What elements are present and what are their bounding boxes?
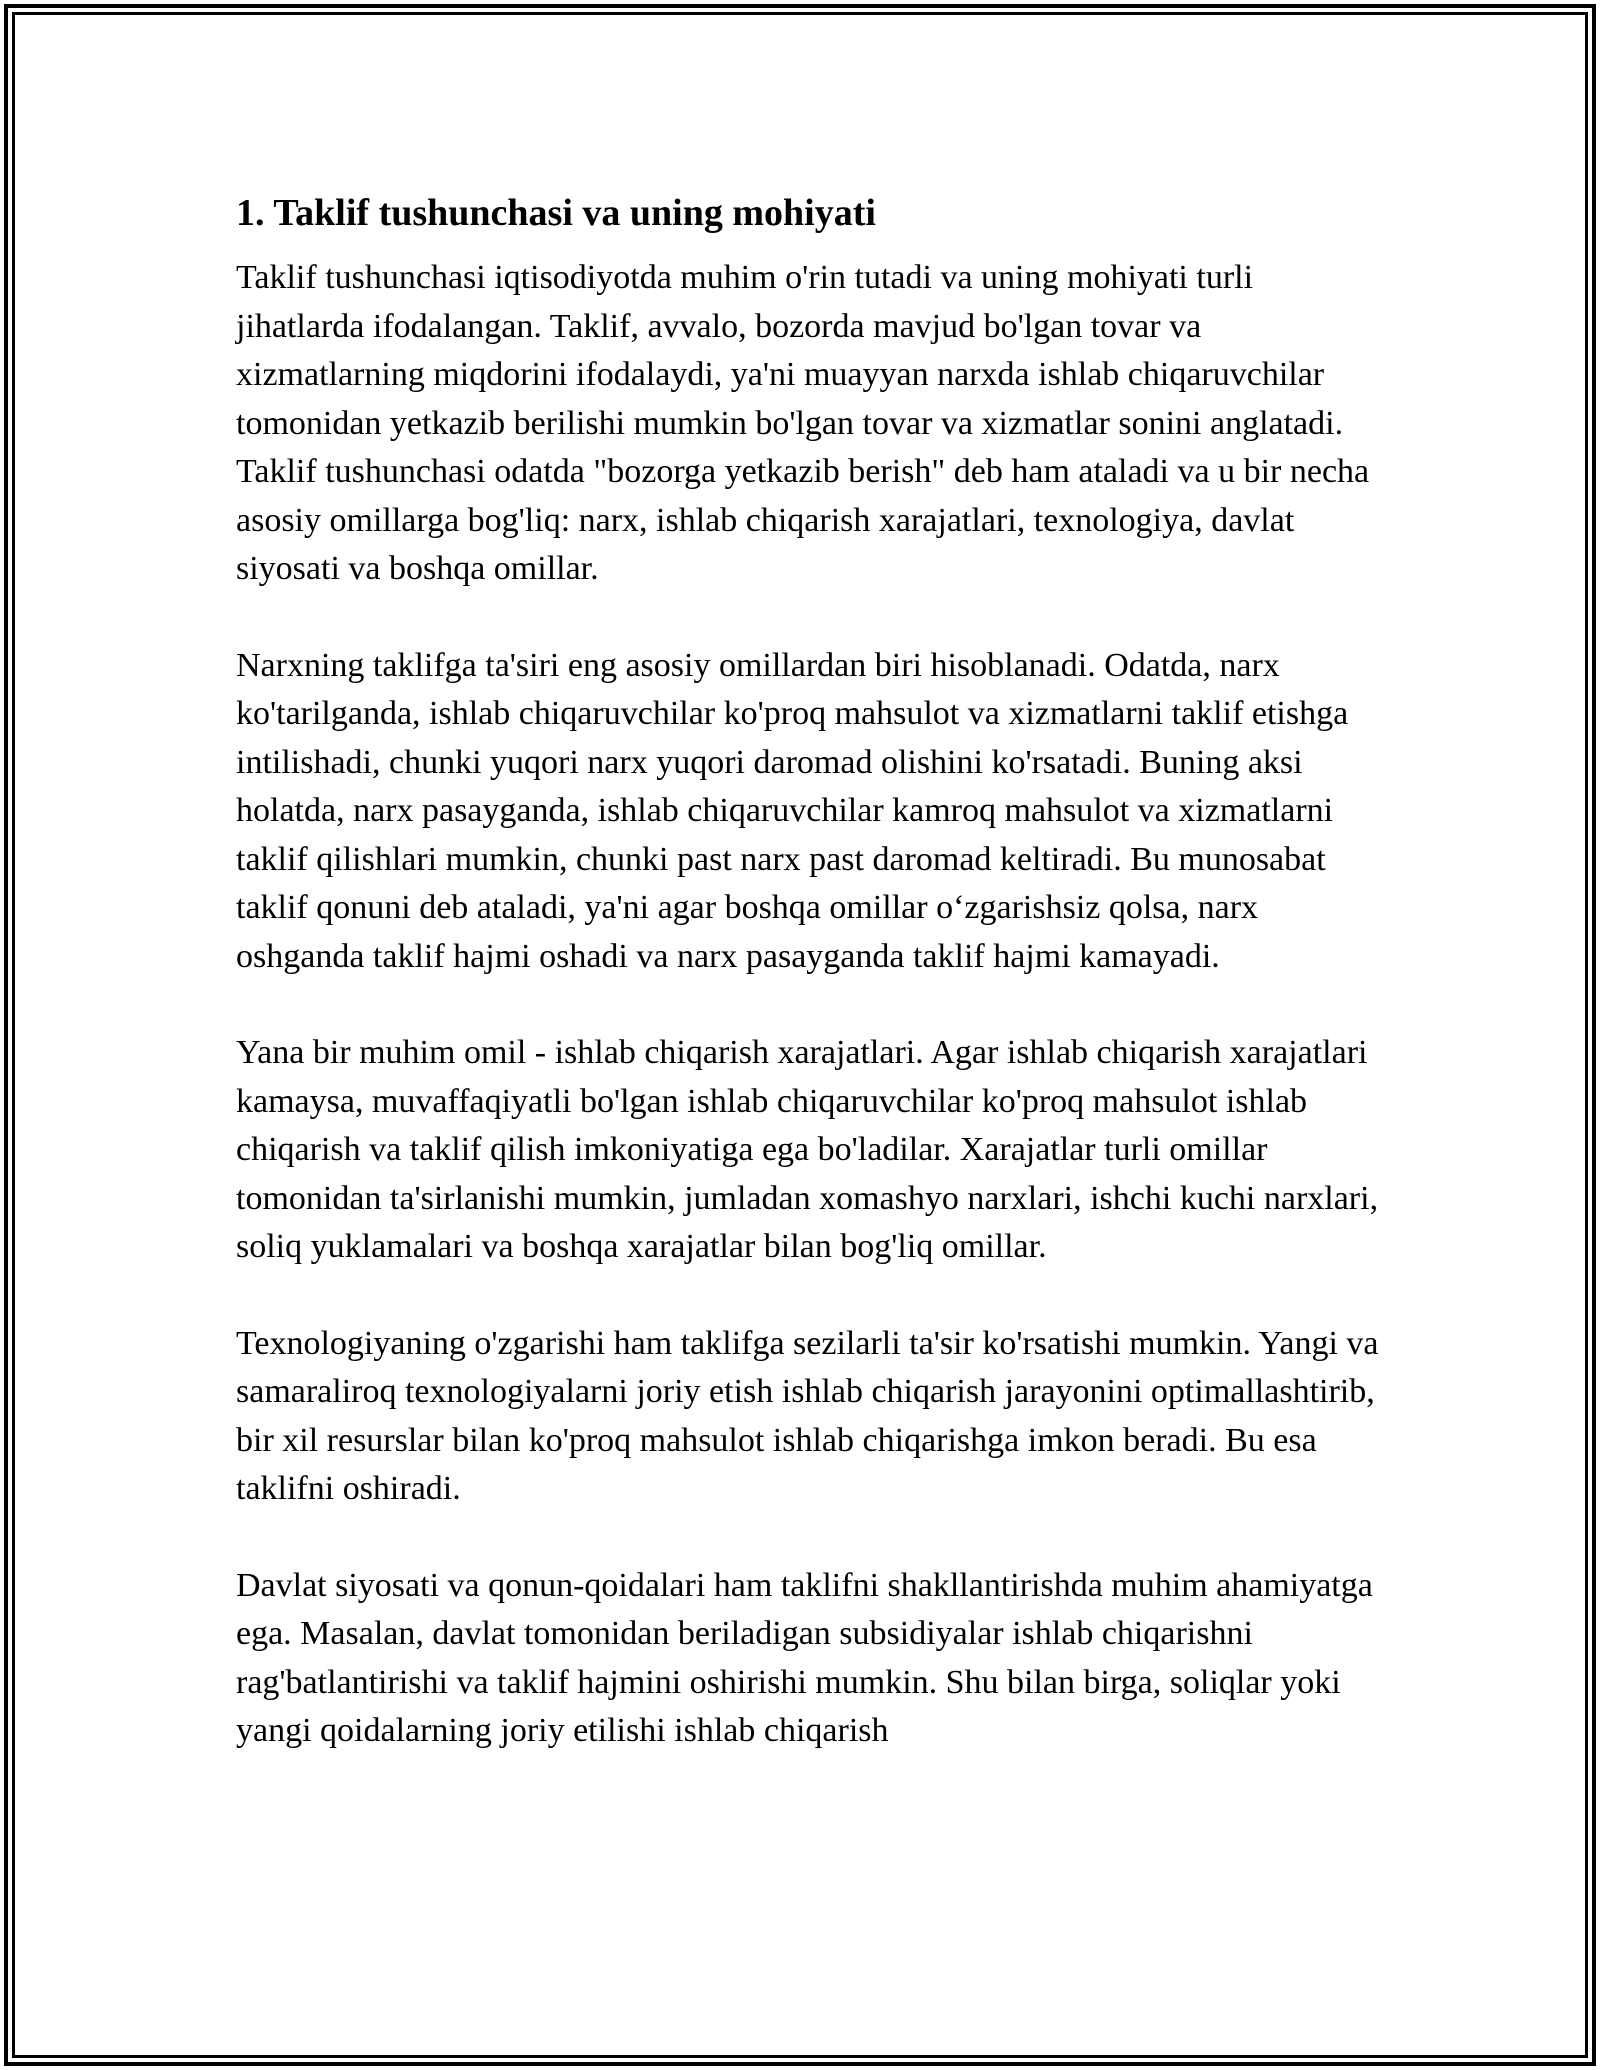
paragraph-5: Davlat siyosati va qonun-qoidalari ham taklifni shakllantirishda muhim ahamiyatga ega. Masalan, davlat tomonidan beriladigan subsidiyalar ishlab chiqarishni rag'batlantirishi va taklif hajmini oshirishi mumkin. Shu bilan birga, soliqlar yoki yangi qoidalarning joriy etilishi ishlab chiqarish [236, 1566, 1373, 1749]
section-heading: 1. Taklif tushunchasi va uning mohiyati [236, 192, 876, 234]
paragraph-4: Texnologiyaning o'zgarishi ham taklifga sezilarli ta'sir ko'rsatishi mumkin. Yangi va samaraliroq texnologiyalarni joriy etish ishlab chiqarish jarayonini optimallashtirib, bir xil resurslar bilan ko'proq mahsulot ishlab chiqarishga imkon beradi. Bu esa taklifni oshiradi. [236, 1324, 1379, 1507]
paragraph-1: Taklif tushunchasi iqtisodiyotda muhim o'rin tutadi va uning mohiyati turli jihatlarda ifodalangan. Taklif, avvalo, bozorda mavjud bo'lgan tovar va xizmatlarning miqdorini ifodalaydi, ya'ni muayyan narxda ishlab chiqaruvchilar tomonidan yetkazib berilishi mumkin bo'lgan tovar va xizmatlar sonini anglatadi. Taklif tushunchasi odatda "bozorga yetkazib berish" deb ham ataladi va u bir necha asosiy omillarga bog'liq: narx, ishlab chiqarish xarajatlari, texnologiya, davlat siyosati va boshqa omillar. [236, 259, 1370, 587]
paragraph-3: Yana bir muhim omil - ishlab chiqarish xarajatlari. Agar ishlab chiqarish xarajatlari kamaysa, muvaffaqiyatli bo'lgan ishlab chiqaruvchilar ko'proq mahsulot ishlab chiqarish va taklif qilish imkoniyatiga ega bo'ladilar. Xarajatlar turli omillar tomonidan ta'sirlanishi mumkin, jumladan xomashyo narxlari, ishchi kuchi narxlari, soliq yuklamalari va boshqa xarajatlar bilan bog'liq omillar. [236, 1034, 1379, 1265]
document-body [236, 186, 1386, 1804]
paragraph-2: Narxning taklifga ta'siri eng asosiy omillardan biri hisoblanadi. Odatda, narx ko'tarilganda, ishlab chiqaruvchilar ko'proq mahsulot va xizmatlarni taklif etishga intilishadi, chunki yuqori narx yuqori daromad olishini ko'rsatadi. Buning aksi holatda, narx pasayganda, ishlab chiqaruvchilar kamroq mahsulot va xizmatlarni taklif qilishlari mumkin, chunki past narx past daromad keltiradi. Bu munosabat taklif qonuni deb ataladi, ya'ni agar boshqa omillar o‘zgarishsiz qolsa, narx oshganda taklif hajmi oshadi va narx pasayganda taklif hajmi kamayadi. [236, 646, 1349, 975]
